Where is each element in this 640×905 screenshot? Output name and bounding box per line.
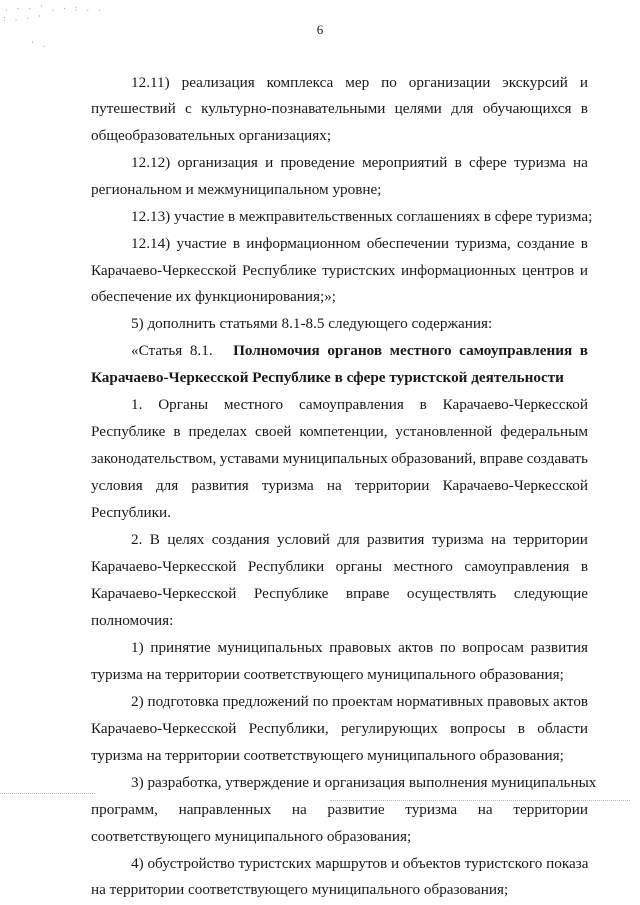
word: Республике xyxy=(253,585,329,602)
word: законодательством, xyxy=(91,450,217,467)
word: по xyxy=(439,639,456,656)
word: проведение xyxy=(280,154,355,171)
article-heading: «Статья 8.1. Полномочия органов местного самоуправления в xyxy=(131,342,588,359)
word: пределах xyxy=(188,423,248,440)
word: Карачаево-Черкесской xyxy=(91,262,237,279)
word: информационных xyxy=(401,262,517,279)
word: туризма xyxy=(261,477,314,494)
word: в xyxy=(580,235,588,252)
word: 2. xyxy=(131,531,143,548)
text-line xyxy=(91,801,588,819)
word: актов xyxy=(398,639,434,656)
word: на xyxy=(291,801,307,818)
word: мер xyxy=(345,74,370,91)
word: Республике xyxy=(242,262,317,279)
word: в xyxy=(419,396,427,413)
text-line xyxy=(131,235,588,253)
text-line xyxy=(91,585,588,603)
word: уставами xyxy=(219,450,280,467)
word: целях xyxy=(167,531,205,548)
word: принятие xyxy=(150,639,211,656)
word: туризма xyxy=(405,801,458,818)
word: культурно-познавательными xyxy=(201,100,386,117)
word: муниципальных xyxy=(282,450,388,467)
word: Карачаево-Черкесской xyxy=(91,585,237,602)
word: обучающихся xyxy=(482,100,572,117)
word: территории xyxy=(354,477,430,494)
word: территории xyxy=(513,801,588,818)
word: на xyxy=(491,531,506,548)
word: целями xyxy=(394,100,442,117)
article-heading-continuation: Карачаево-Черкесской Республике в сфере туристской деятельности xyxy=(91,369,564,386)
text-line xyxy=(131,396,588,414)
word: местного xyxy=(223,396,284,413)
text-line: 5) дополнить статьями 8.1-8.5 следующего содержания: xyxy=(131,315,493,332)
text-line: 4) обустройство туристских маршрутов и объектов туристского показа xyxy=(131,855,589,872)
word: туризма xyxy=(514,154,566,171)
word: в xyxy=(454,154,462,171)
word: Органы xyxy=(158,396,209,413)
text-line: обеспечение их функционирования;»; xyxy=(91,288,337,305)
word: 1) xyxy=(131,639,144,656)
word: и xyxy=(579,74,588,91)
word: обеспечении xyxy=(366,235,450,252)
word: в xyxy=(517,720,525,737)
word: Карачаево-Черкесской xyxy=(442,477,588,494)
word: развития xyxy=(367,531,425,548)
text-line: соответствующего муниципального образования; xyxy=(91,828,412,845)
word: федеральным xyxy=(500,423,588,440)
text-line xyxy=(131,154,588,172)
word: правовых xyxy=(329,639,392,656)
word: для xyxy=(451,100,474,117)
word: следующие xyxy=(513,585,588,602)
word: на xyxy=(326,477,342,494)
text-line xyxy=(91,262,588,280)
word: 12.14) xyxy=(131,235,171,252)
word: на xyxy=(477,801,493,818)
word: Карачаево-Черкесской xyxy=(91,558,237,575)
word: направленных xyxy=(178,801,272,818)
word: Республики, xyxy=(248,720,329,737)
text-line xyxy=(91,558,588,576)
text-line: Республики. xyxy=(91,504,171,521)
word: условий xyxy=(276,531,330,548)
text-line: региональном и межмуниципальном уровне; xyxy=(91,181,382,198)
word: вопросы xyxy=(450,720,506,737)
text-line: на территории соответствующего муниципального образования; xyxy=(91,881,509,898)
text-line xyxy=(91,720,588,738)
word: по xyxy=(381,74,397,91)
word: Карачаево-Черкесской xyxy=(442,396,588,413)
word: вправе xyxy=(345,585,390,602)
word: в xyxy=(173,423,181,440)
word: путешествий xyxy=(91,100,176,117)
text-line: 3) разработка, утверждение и организация выполнения муниципальных xyxy=(131,774,597,791)
text-line xyxy=(91,477,588,495)
word: для xyxy=(337,531,360,548)
word: регулирующих xyxy=(340,720,438,737)
word: самоуправления xyxy=(298,396,404,413)
word: образований, xyxy=(391,450,477,467)
word: 1. xyxy=(131,396,143,413)
word: условия xyxy=(91,477,143,494)
text-line xyxy=(131,74,588,92)
word: Республики xyxy=(247,558,325,575)
word: организация xyxy=(177,154,258,171)
word: туристских xyxy=(322,262,396,279)
word: 12.11) xyxy=(131,74,170,91)
word: компетенции, xyxy=(299,423,388,440)
word: своей xyxy=(255,423,292,440)
word: вправе xyxy=(479,450,524,467)
word: Республике xyxy=(91,423,166,440)
word: развития xyxy=(191,477,249,494)
word: самоуправления xyxy=(464,558,570,575)
word: комплекса xyxy=(266,74,334,91)
word: муниципальных xyxy=(217,639,323,656)
text-line xyxy=(131,531,588,549)
word: информационном xyxy=(246,235,361,252)
text-line xyxy=(91,423,588,441)
word: программ, xyxy=(91,801,158,818)
word: осуществлять xyxy=(406,585,497,602)
word: создание xyxy=(517,235,575,252)
word: туризма xyxy=(431,531,484,548)
word: в xyxy=(580,100,588,117)
word: территории xyxy=(513,531,588,548)
word: на xyxy=(573,154,588,171)
word: развития xyxy=(530,639,588,656)
text-line xyxy=(91,100,588,118)
text-line xyxy=(91,450,588,468)
word: развитие xyxy=(327,801,385,818)
text-line: туризма на территории соответствующего муниципального образования; xyxy=(91,666,564,683)
text-line: полномочия: xyxy=(91,612,174,629)
scan-artifact-line xyxy=(0,793,95,794)
word: Карачаево-Черкесской xyxy=(91,720,237,737)
word: в xyxy=(580,558,588,575)
page-number: 6 xyxy=(316,22,324,37)
word: реализация xyxy=(181,74,255,91)
word: создавать xyxy=(526,450,588,467)
word: в xyxy=(232,235,241,252)
word: органы xyxy=(335,558,383,575)
word: участие xyxy=(176,235,227,252)
word: организации xyxy=(408,74,491,91)
word: сфере xyxy=(468,154,507,171)
text-line: 12.13) участие в межправительственных соглашениях в сфере туризма; xyxy=(131,208,593,225)
word: В xyxy=(149,531,160,548)
word: и xyxy=(579,262,588,279)
word: мероприятий xyxy=(362,154,448,171)
word: установленной xyxy=(395,423,493,440)
word: и xyxy=(265,154,274,171)
word: для xyxy=(155,477,179,494)
word: вопросам xyxy=(462,639,524,656)
word: местного xyxy=(393,558,453,575)
text-line: туризма на территории соответствующего муниципального образования; xyxy=(91,747,564,764)
word: создания xyxy=(211,531,270,548)
text-line: общеобразовательных организациях; xyxy=(91,127,332,144)
text-line: 2) подготовка предложений по проектам нормативных правовых актов xyxy=(131,693,589,710)
text-line xyxy=(131,639,588,657)
word: 12.12) xyxy=(131,154,171,171)
word: туризма, xyxy=(455,235,511,252)
word: с xyxy=(185,100,192,117)
word: области xyxy=(537,720,588,737)
word: экскурсий xyxy=(502,74,568,91)
word: центров xyxy=(521,262,575,279)
